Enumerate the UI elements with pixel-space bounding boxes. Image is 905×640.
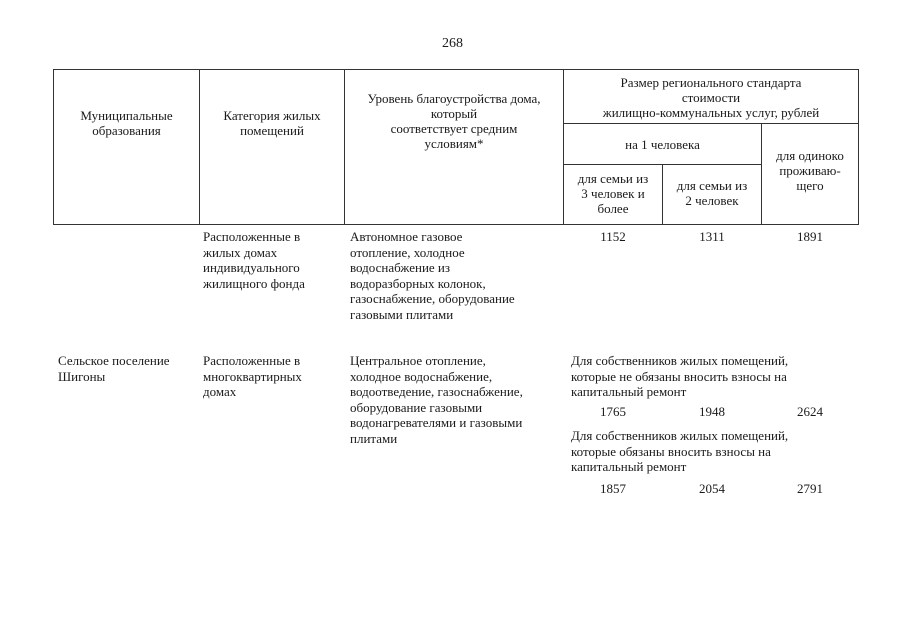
row1-category: Расположенные в жилых домах индивидуального жилищного фонда (203, 229, 305, 291)
header-category: Категория жилых помещений (223, 108, 321, 138)
row2-group2-value-family-2: 2054 (699, 481, 725, 496)
row2-level: Центральное отопление, холодное водоснабжение, водоотведение, газоснабжение, оборудование газовыми водонагревателями и газовыми плитами (350, 353, 523, 446)
row1-value-single: 1891 (797, 229, 823, 244)
row2-municipality: Сельское поселение Шигоны (58, 353, 170, 384)
header-single: для одиноко проживаю- щего (776, 148, 844, 193)
header-family-3: для семьи из 3 человек и более (577, 171, 649, 216)
row2-group2-value-family-3: 1857 (600, 481, 626, 496)
row2-group2-note: Для собственников жилых помещений, которые обязаны вносить взносы на капитальный ремонт (571, 428, 789, 474)
header-municipality: Муниципальные образования (80, 108, 173, 138)
header-family-2: для семьи из 2 человек (676, 178, 748, 208)
header-standard: Размер регионального стандарта стоимости жилищно-коммунальных услуг, рублей (602, 75, 820, 120)
row2-category: Расположенные в многоквартирных домах (203, 353, 302, 399)
row2-group1-value-single: 2624 (797, 404, 823, 419)
page-number: 268 (442, 36, 463, 51)
row2-group1-note: Для собственников жилых помещений, которые не обязаны вносить взносы на капитальный ремонт (571, 353, 789, 399)
row2-group2-value-single: 2791 (797, 481, 823, 496)
row1-value-family-2: 1311 (699, 229, 725, 244)
row2-group1-value-family-3: 1765 (600, 404, 626, 419)
row2-group1-value-family-2: 1948 (699, 404, 725, 419)
header-level: Уровень благоустройства дома, который соответствует средним условиям* (367, 91, 541, 151)
row1-level: Автономное газовое отопление, холодное водоснабжение из водоразборных колонок, газоснабжение, оборудование газовыми плитами (350, 229, 515, 322)
header-per-person: на 1 человека (625, 137, 700, 152)
row1-value-family-3: 1152 (600, 229, 626, 244)
